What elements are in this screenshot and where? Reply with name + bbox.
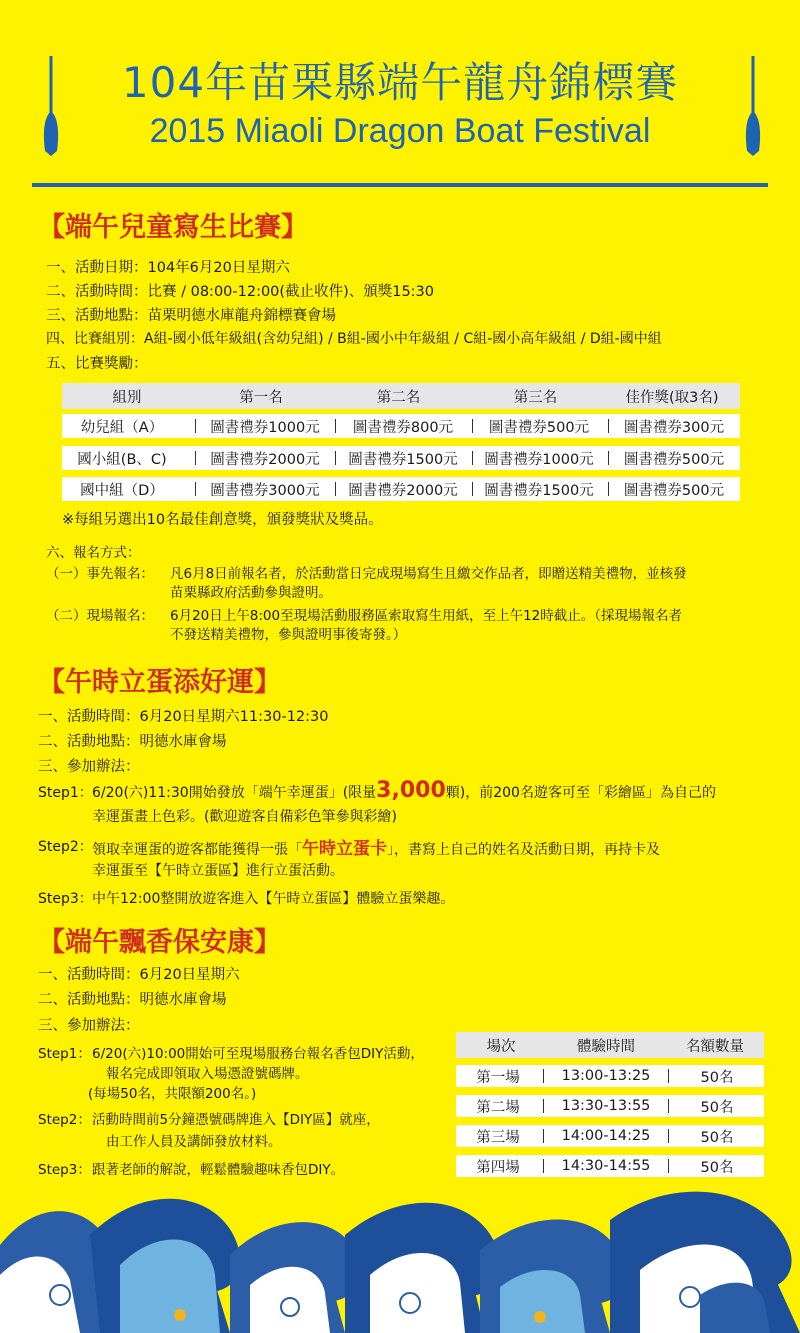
section-heading-painting: 【端午兒童寫生比賽】 bbox=[38, 212, 308, 243]
session-header-round: 場次 bbox=[486, 1038, 516, 1055]
prize-cell: 幼兒組（A） bbox=[80, 419, 164, 436]
prize-cell: 圖書禮券500元 bbox=[488, 419, 590, 436]
section-heading-egg: 【午時立蛋添好運】 bbox=[38, 667, 281, 698]
painting-date: 一、活動日期：104年6月20日星期六 bbox=[46, 260, 290, 276]
prize-header-third: 第三名 bbox=[513, 389, 558, 406]
session-cell: 第一場 bbox=[476, 1069, 520, 1086]
session-cell: 14:30-14:55 bbox=[561, 1158, 651, 1174]
registration-pre-label: （一）事先報名： bbox=[46, 566, 154, 582]
session-row bbox=[456, 1155, 764, 1177]
prize-header-first: 第一名 bbox=[239, 389, 283, 406]
painting-note: ※每組另選出10名最佳創意獎，頒發獎狀及獎品。 bbox=[62, 512, 383, 528]
sachet-step2-line1: 活動時間前5分鐘憑號碼牌進入【DIY區】就座， bbox=[92, 1112, 380, 1128]
session-cell: 13:30-13:55 bbox=[561, 1098, 651, 1114]
cell-separator bbox=[668, 1099, 669, 1113]
egg-step2-label: Step2： bbox=[38, 839, 93, 855]
egg-step2-line2: 幸運蛋至【午時立蛋區】進行立蛋活動。 bbox=[92, 863, 344, 879]
prize-cell: 圖書禮券1000元 bbox=[484, 451, 594, 468]
prize-header-group: 組別 bbox=[112, 389, 142, 406]
session-cell: 第二場 bbox=[476, 1099, 520, 1116]
prize-header-honorable: 佳作獎(取3名) bbox=[625, 389, 719, 406]
sachet-step3-text: 跟著老師的解說，輕鬆體驗趣味香包DIY。 bbox=[92, 1162, 345, 1178]
cell-separator bbox=[668, 1069, 669, 1083]
session-header-time: 體驗時間 bbox=[577, 1038, 635, 1055]
page-title-en: 2015 Miaoli Dragon Boat Festival bbox=[149, 112, 651, 150]
cell-separator bbox=[195, 451, 196, 465]
painting-prizes-label: 五、比賽獎勵： bbox=[46, 356, 148, 372]
session-cell: 14:00-14:25 bbox=[561, 1128, 651, 1144]
prize-cell: 圖書禮券500元 bbox=[623, 482, 725, 499]
registration-onsite-line1: 6月20日上午8:00至現場活動服務區索取寫生用紙，至上午12時截止。（採現場報名者 bbox=[170, 608, 683, 624]
header-divider bbox=[32, 183, 768, 187]
painting-venue: 三、活動地點：苗栗明德水庫龍舟錦標賽會場 bbox=[46, 308, 336, 324]
sachet-step1-line1: 6/20(六)10:00開始可至現場服務台報名香包DIY活動， bbox=[92, 1046, 424, 1062]
prize-cell: 圖書禮券1500元 bbox=[484, 482, 594, 499]
session-header-quota: 名額數量 bbox=[686, 1038, 744, 1055]
session-row bbox=[456, 1065, 764, 1087]
registration-pre-line2: 苗栗縣政府活動參與證明。 bbox=[170, 585, 332, 601]
prize-header-second: 第二名 bbox=[376, 389, 421, 406]
cell-separator bbox=[543, 1159, 544, 1173]
session-cell: 第四場 bbox=[476, 1159, 520, 1176]
sachet-step2-label: Step2： bbox=[38, 1112, 91, 1128]
sachet-step3-label: Step3： bbox=[38, 1162, 91, 1178]
prize-cell: 圖書禮券300元 bbox=[623, 419, 725, 436]
registration-pre-line1: 凡6月8日前報名者，於活動當日完成現場寫生且繳交作品者，即贈送精美禮物，並核發 bbox=[170, 566, 687, 582]
prize-row-a bbox=[62, 414, 740, 438]
egg-step2-line1: 領取幸運蛋的遊客都能獲得一張「午時立蛋卡」，書寫上自己的姓名及活動日期，再持卡及 bbox=[92, 839, 660, 859]
prize-cell: 圖書禮券800元 bbox=[352, 419, 454, 436]
egg-step1-line1: 6/20(六)11:30開始發放「端午幸運蛋」(限量3,000顆)，前200名遊客可至「彩繪區」為自己的 bbox=[92, 778, 716, 803]
egg-quantity: 3,000 bbox=[376, 778, 446, 803]
registration-onsite-line2: 不發送精美禮物，參與證明事後寄發。） bbox=[170, 627, 407, 643]
prize-cell: 國小組(B、C) bbox=[77, 451, 167, 468]
egg-step3-text: 中午12:00整開放遊客進入【午時立蛋區】體驗立蛋樂趣。 bbox=[92, 891, 455, 907]
prize-cell: 國中組（D） bbox=[80, 482, 164, 499]
egg-step1-line2: 幸運蛋畫上色彩。(歡迎遊客自備彩色筆參與彩繪) bbox=[92, 809, 397, 825]
session-cell: 50名 bbox=[700, 1159, 734, 1176]
waves-illustration bbox=[0, 1175, 800, 1333]
cell-separator bbox=[543, 1069, 544, 1083]
session-row bbox=[456, 1125, 764, 1147]
egg-step1-label: Step1： bbox=[38, 785, 93, 801]
sachet-step1-line3: (每場50名，共限額200名。) bbox=[88, 1086, 257, 1102]
prize-table-header bbox=[62, 383, 740, 409]
sachet-venue: 二、活動地點：明德水庫會場 bbox=[38, 992, 227, 1008]
registration-title: 六、報名方式： bbox=[46, 545, 141, 561]
prize-row-d bbox=[62, 477, 740, 501]
prize-cell: 圖書禮券1000元 bbox=[210, 419, 320, 436]
registration-onsite-label: （二）現場報名： bbox=[46, 608, 154, 624]
sachet-step1-line2: 報名完成即領取入場憑證號碼牌。 bbox=[106, 1066, 309, 1082]
session-cell: 50名 bbox=[700, 1099, 734, 1116]
painting-groups: 四、比賽組別：A組-國小低年級組(含幼兒組) / B組-國小中年級組 / C組-國小高年級組 / D組-國中組 bbox=[46, 331, 662, 347]
cell-separator bbox=[668, 1159, 669, 1173]
sachet-time: 一、活動時間：6月20日星期六 bbox=[38, 967, 240, 983]
prize-cell: 圖書禮券1500元 bbox=[348, 451, 458, 468]
prize-cell: 圖書禮券3000元 bbox=[210, 482, 320, 499]
cell-separator bbox=[195, 419, 196, 433]
page-title-zh: 104年苗栗縣端午龍舟錦標賽 bbox=[121, 58, 679, 107]
painting-time: 二、活動時間：比賽 / 08:00-12:00(截止收件)、頒獎15:30 bbox=[46, 284, 435, 300]
prize-cell: 圖書禮券500元 bbox=[623, 451, 725, 468]
session-cell: 50名 bbox=[700, 1069, 734, 1086]
egg-venue: 二、活動地點：明德水庫會場 bbox=[38, 734, 227, 750]
egg-howto: 三、參加辦法： bbox=[38, 759, 140, 775]
session-cell: 13:00-13:25 bbox=[561, 1068, 651, 1084]
egg-time: 一、活動時間：6月20日星期六11:30-12:30 bbox=[38, 709, 329, 725]
sachet-howto: 三、參加辦法： bbox=[38, 1018, 140, 1034]
session-row bbox=[456, 1095, 764, 1117]
prize-row-bc bbox=[62, 446, 740, 470]
section-heading-sachet: 【端午飄香保安康】 bbox=[38, 927, 281, 958]
prize-cell: 圖書禮券2000元 bbox=[348, 482, 458, 499]
egg-card: 午時立蛋卡 bbox=[302, 839, 387, 859]
session-table-header bbox=[456, 1032, 764, 1058]
egg-step3-label: Step3： bbox=[38, 891, 93, 907]
cell-separator bbox=[543, 1099, 544, 1113]
cell-separator bbox=[543, 1129, 544, 1143]
prize-cell: 圖書禮券2000元 bbox=[210, 451, 320, 468]
cell-separator bbox=[668, 1129, 669, 1143]
session-cell: 50名 bbox=[700, 1129, 734, 1146]
sachet-step1-label: Step1： bbox=[38, 1046, 91, 1062]
sachet-step2-line2: 由工作人員及講師發放材料。 bbox=[106, 1134, 282, 1150]
session-cell: 第三場 bbox=[476, 1129, 520, 1146]
cell-separator bbox=[195, 482, 196, 496]
